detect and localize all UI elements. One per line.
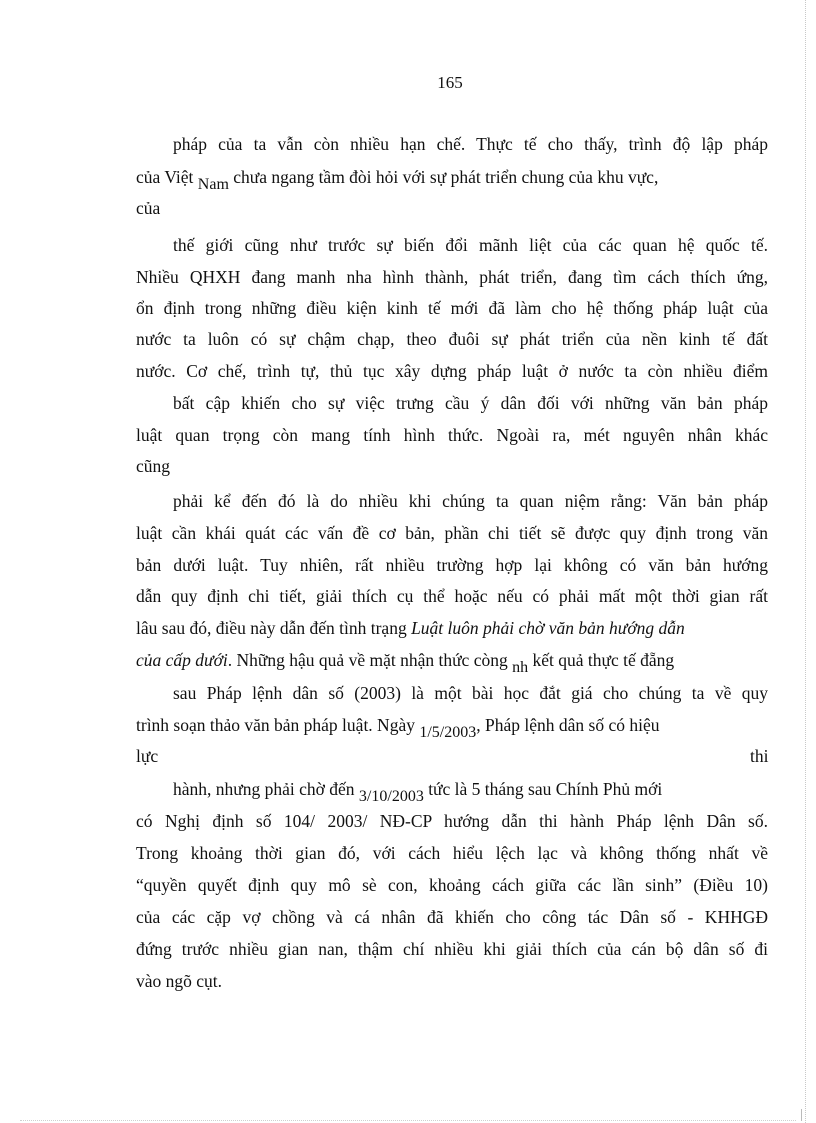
text-fragment: Nam	[197, 176, 229, 193]
text-line: bất cập khiến cho sự việc trưng cầu ý dân đối với những văn bản pháp	[173, 393, 768, 413]
text-line: luật quan trọng còn mang tính hình thức. Ngoài ra, mét nguyên nhân khác	[136, 425, 768, 445]
text-line: ổn định trong những điều kiện kinh tế mới đã làm cho hệ thống pháp luật của	[136, 298, 768, 318]
text-line: Nhiều QHXH đang manh nha hình thành, phát triển, đang tìm cách thích ứng,	[136, 267, 768, 287]
text-line: có Nghị định số 104/ 2003/ NĐ-CP hướng dẫn thi hành Pháp lệnh Dân số.	[136, 811, 768, 831]
text-line	[136, 617, 685, 639]
text-line: Trong khoảng thời gian đó, với cách hiểu lệch lạc và không thống nhất về	[136, 843, 768, 863]
text-fragment: của Việt	[136, 167, 194, 187]
text-line: của	[136, 198, 161, 218]
margin-guide	[804, 0, 806, 1123]
text-line: cũng	[136, 456, 171, 476]
text-line: bản dưới luật. Tuy nhiên, rất nhiều trường hợp lại không có văn bản hướng	[136, 555, 768, 575]
text-line: thế giới cũng như trước sự biến đổi mãnh liệt của các quan hệ quốc tế.	[173, 235, 768, 255]
text-fragment: trình soạn thảo văn bản pháp luật. Ngày	[136, 715, 415, 735]
text-line	[136, 714, 660, 741]
text-line	[173, 778, 663, 805]
text-fragment: kết quả thực tế đẵng	[532, 650, 675, 670]
text-line: sau Pháp lệnh dân số (2003) là một bài học đắt giá cho chúng ta về quy	[173, 683, 768, 703]
bottom-divider	[20, 1120, 796, 1121]
text-line: nước ta luôn có sự chậm chạp, theo đuôi sự phát triển của nền kinh tế đất	[136, 329, 768, 349]
text-line: lực	[136, 746, 159, 766]
text-fragment: chưa ngang tầm đòi hỏi với sự phát triển chung của khu vực,	[233, 167, 659, 187]
text-fragment: hành, nhưng phải chờ đến	[173, 779, 355, 799]
text-fragment: , Pháp lệnh dân số có hiệu	[476, 715, 660, 735]
text-fragment: 1/5/2003	[419, 724, 477, 741]
text-line: pháp của ta vẫn còn nhiều hạn chế. Thực tế cho thấy, trình độ lập pháp	[173, 134, 768, 154]
text-line	[136, 166, 659, 193]
text-fragment: nh	[512, 659, 529, 676]
text-line: dẫn quy định chi tiết, giải thích cụ thể hoặc nếu có phải mất một thời gian rất	[136, 586, 768, 606]
text-fragment: lâu sau đó, điều này dẫn đến tình trạng	[136, 618, 407, 638]
text-line: “quyền quyết định quy mô sè con, khoảng cách giữa các lần sinh” (Điều 10)	[136, 875, 768, 895]
text-fragment: 3/10/2003	[358, 788, 424, 805]
page-number: 165	[437, 73, 463, 92]
text-line	[136, 649, 675, 676]
text-fragment: . Những hậu quả về mặt nhận thức còng	[227, 650, 508, 670]
text-line: phải kể đến đó là do nhiều khi chúng ta quan niệm rằng: Văn bản pháp	[173, 491, 768, 511]
text-fragment: tức là 5 tháng sau Chính Phủ mới	[428, 779, 663, 799]
italic-phrase: của cấp dưới	[136, 650, 228, 670]
italic-phrase: Luật luôn phải chờ văn bản hướng dẫn	[411, 618, 685, 638]
text-line: luật cần khái quát các vấn đề cơ bản, phần chi tiết sẽ được quy định trong văn	[136, 523, 768, 543]
text-line: vào ngõ cụt.	[136, 971, 223, 991]
text-line: nước. Cơ chế, trình tự, thủ tục xây dựng pháp luật ở nước ta còn nhiều điểm	[136, 361, 768, 381]
corner-mark	[801, 1109, 808, 1121]
text-line: của các cặp vợ chồng và cá nhân đã khiến cho công tác Dân số - KHHGĐ	[136, 907, 768, 927]
text-line: thi	[750, 746, 769, 766]
text-line: đứng trước nhiều gian nan, thậm chí nhiều khi giải thích của cán bộ dân số đi	[136, 939, 768, 959]
